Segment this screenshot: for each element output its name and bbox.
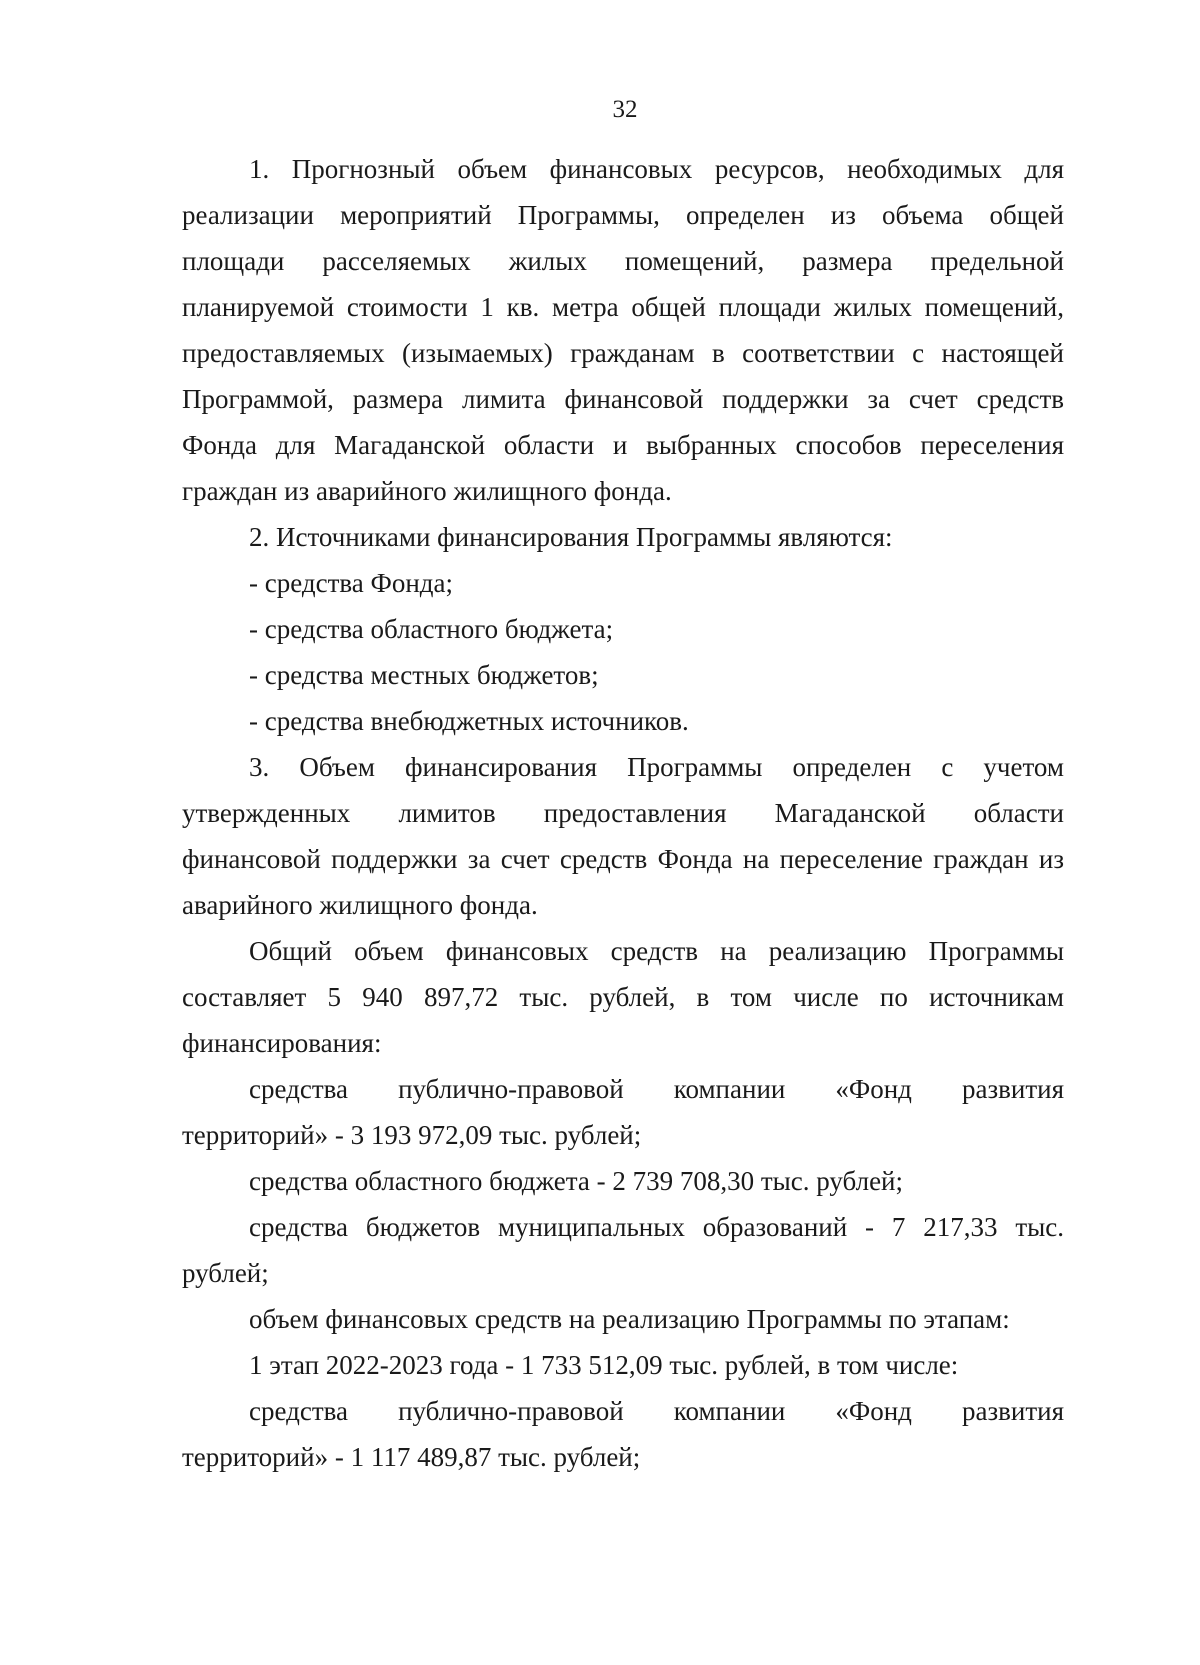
fund-total-line-1: средства публично-правовой компании «Фонд развития [249, 1074, 1064, 1104]
fund-total-line-2: территорий» - 3 193 972,09 тыс. рублей; [182, 1120, 642, 1150]
list-item-fund: - средства Фонда; [249, 568, 454, 598]
paragraph-3-line-4: аварийного жилищного фонда. [182, 890, 538, 920]
regional-budget-total: средства областного бюджета - 2 739 708,30 тыс. рублей; [249, 1166, 904, 1196]
paragraph-1-line-8: граждан из аварийного жилищного фонда. [182, 476, 672, 506]
paragraph-3-line-3: финансовой поддержки за счет средств Фонда на переселение граждан из [182, 844, 1064, 874]
paragraph-1-line-3: площади расселяемых жилых помещений, размера предельной [182, 246, 1064, 276]
paragraph-1-line-7: Фонда для Магаданской области и выбранных способов переселения [182, 430, 1064, 460]
paragraph-3-line-2: утвержденных лимитов предоставления Магаданской области [182, 798, 1064, 828]
paragraph-2: 2. Источниками финансирования Программы являются: [249, 522, 893, 552]
total-volume-line-1: Общий объем финансовых средств на реализацию Программы [249, 936, 1064, 966]
stage-1-fund-line-1: средства публично-правовой компании «Фонд развития [249, 1396, 1064, 1426]
municipal-budget-line-1: средства бюджетов муниципальных образований - 7 217,33 тыс. [249, 1212, 1064, 1242]
list-item-local-budgets: - средства местных бюджетов; [249, 660, 599, 690]
paragraph-1-line-2: реализации мероприятий Программы, определен из объема общей [182, 200, 1064, 230]
total-volume-line-3: финансирования: [182, 1028, 382, 1058]
stage-1-fund-line-2: территорий» - 1 117 489,87 тыс. рублей; [182, 1442, 641, 1472]
page-number: 32 [612, 96, 638, 123]
paragraph-1-line-6: Программой, размера лимита финансовой поддержки за счет средств [182, 384, 1064, 414]
paragraph-1-line-4: планируемой стоимости 1 кв. метра общей площади жилых помещений, [182, 292, 1064, 322]
stages-heading: объем финансовых средств на реализацию Программы по этапам: [249, 1304, 1010, 1334]
stage-1-total: 1 этап 2022-2023 года - 1 733 512,09 тыс. рублей, в том числе: [249, 1350, 959, 1380]
paragraph-1-line-5: предоставляемых (изымаемых) гражданам в соответствии с настоящей [182, 338, 1064, 368]
municipal-budget-line-2: рублей; [182, 1258, 269, 1288]
paragraph-1-line-1: 1. Прогнозный объем финансовых ресурсов, необходимых для [249, 154, 1064, 184]
list-item-regional-budget: - средства областного бюджета; [249, 614, 614, 644]
list-item-extrabudgetary: - средства внебюджетных источников. [249, 706, 689, 736]
paragraph-3-line-1: 3. Объем финансирования Программы определен с учетом [249, 752, 1064, 782]
total-volume-line-2: составляет 5 940 897,72 тыс. рублей, в том числе по источникам [182, 982, 1064, 1012]
